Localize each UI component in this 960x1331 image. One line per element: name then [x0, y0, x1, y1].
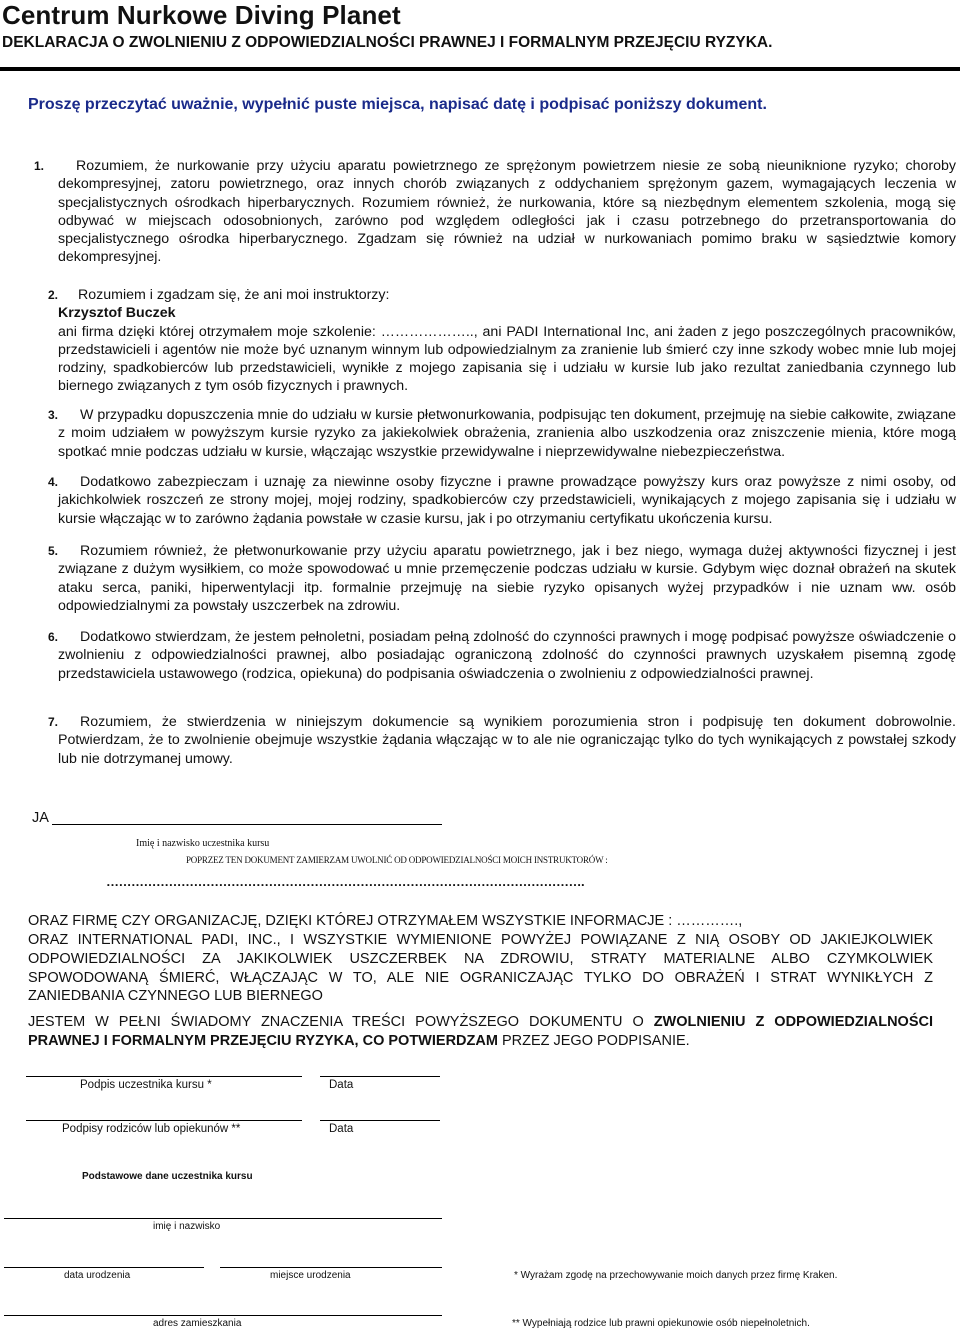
- clause-text: Dodatkowo zabezpieczam i uznaję za niewinne osoby fizyczne i prawne prowadzące powyższy kurs oraz powyższe z nimi osoby, od jakichkolwiek roszczeń ze strony mojej, mojej rodziny, spadkobierców czy przedstawicieli, wynikających z mojego zapisania się i udziału w kursie włączając w to zarówno żądania powstałe w czasie kursu, jak i po otrzymaniu certyfikatu ukończenia kursu.: [58, 474, 956, 527]
- name-label: imię i nazwisko: [153, 1221, 221, 1232]
- clause-line: Rozumiem i zgadzam się, że ani moi instruktorzy:: [78, 287, 390, 303]
- basic-data-heading: Podstawowe dane uczestnika kursu: [82, 1171, 253, 1182]
- release-caption: POPRZEZ TEN DOKUMENT ZAMIERZAM UWOLNIĆ OD ODPOWIEDZIALNOŚCI MOICH INSTRUKTORÓW :: [186, 855, 608, 865]
- clause-number: 5.: [48, 544, 59, 558]
- ja-label: JA: [32, 810, 49, 826]
- clause-text: Dodatkowo stwierdzam, że jestem pełnoletni, posiadam pełną zdolność do czynności prawnych i mogę podpisać powyższe oświadczenie o zwolnieniu z odpowiedzialności prawnej, albo posiadając ograniczoną zdolność do czynności prawnych uzyskałem pisemną zgodę przedstawiciela ustawowego (rodzica, opiekuna) do podpisania oświadczenia o zwolnieniu z odpowiedzialności prawnej.: [58, 629, 956, 682]
- participant-signature-label: Podpis uczestnika kursu *: [80, 1079, 212, 1091]
- parents-signature-line[interactable]: [26, 1120, 302, 1121]
- guardian-note: ** Wypełniają rodzice lub prawni opiekunowie osób niepełnoletnich.: [512, 1318, 810, 1329]
- name-caption: Imię i nazwisko uczestnika kursu: [136, 838, 270, 849]
- awareness-start: JESTEM W PEŁNI ŚWIADOMY ZNACZENIA TREŚCI POWYŻSZEGO DOKUMENTU O: [28, 1014, 654, 1030]
- clause-5: [48, 542, 956, 615]
- participant-signature-line[interactable]: [26, 1076, 302, 1077]
- instructor-dots[interactable]: …………………………………………………………………………………………………….: [106, 874, 585, 889]
- birth-date-line[interactable]: [4, 1267, 204, 1268]
- awareness-bold: ZWOLNIENIU Z ODPOWIEDZIALNOŚCI PRAWNEJ I FORMALNYM PRZEJĘCIU RYZYKA, CO POTWIERDZAM: [28, 1014, 933, 1049]
- date-label-1: Data: [329, 1079, 354, 1091]
- awareness-end: PRZEZ JEGO PODPISANIE.: [497, 1032, 690, 1049]
- clause-number: 2.: [48, 288, 59, 302]
- instructor-name: Krzysztof Buczek: [58, 305, 176, 322]
- clause-number: 3.: [48, 408, 59, 422]
- birth-place-line[interactable]: [220, 1267, 442, 1268]
- padi-release-text: ORAZ INTERNATIONAL PADI, INC., I WSZYSTKIE WYMIENIONE POWYŻEJ POWIĄZANE Z NIĄ OSOBY OD JAKIEJKOLWIEK ODPOWIEDZIALNOŚCI ZA JAKIKOLWIEK USZCZERBEK NA ZDROWIU, STRATY MATERIALNE ALBO CZYMKOLWIEK SPOWODOWANĄ ŚMIERĆ, WŁĄCZAJĄC W TO, ALE NIE OGRANICZAJĄC TYLKO DO OBRAŻEŃ I STRAT WYNIKŁYCH Z ZANIEDBANIA CZYNNEGO LUB BIERNEGO: [28, 932, 933, 1005]
- address-line[interactable]: [4, 1315, 442, 1316]
- clause-1: [34, 157, 956, 267]
- clause-7: [48, 713, 956, 768]
- clause-text: Rozumiem, że stwierdzenia w niniejszym dokumencie są wynikiem porozumienia stron i podpisuję ten dokument dobrowolnie. Potwierdzam, że to zwolnienie obejmuje wszystkie żądania włączając w to ale nie ograniczając tylko do tych wynikających z powstałej szkody lub nie dotrzymanej umowy.: [58, 714, 956, 767]
- clause-number: 6.: [48, 630, 59, 644]
- clause-text: Rozumiem również, że płetwonurkowanie przy użyciu aparatu powietrznego, jak i bez niego, wymaga dużej aktywności fizycznej i jest związane z dużym wysiłkiem, co może spowodować u mnie przemęczenie podczas udziału w kursie. Gdybym więc doznał obrażeń na skutek ataku serca, paniki, hiperwentylacji itp. formalnie przejmuję na siebie ryzyko opisanych wyżej przypadków i nie uznam ww. osób odpowiedzialnymi za powstały uszczerbek na zdrowiu.: [58, 543, 956, 614]
- parents-signature-label: Podpisy rodziców lub opiekunów **: [62, 1123, 241, 1135]
- date-line-2[interactable]: [320, 1120, 440, 1121]
- clause-4: [48, 473, 956, 528]
- clause-number: 4.: [48, 475, 59, 489]
- clause-3: [48, 406, 956, 461]
- clause-6: [48, 628, 956, 683]
- document-title: Centrum Nurkowe Diving Planet: [2, 0, 401, 30]
- date-line-1[interactable]: [320, 1076, 440, 1077]
- clause-text: W przypadku dopuszczenia mnie do udziału w kursie płetwonurkowania, podpisując ten dokument, przejmuję na siebie całkowite, związane z moim udziałem w powyższym kursie ryzyko za jakiekolwiek obrażenia, zranienia albo uszkodzenia oraz zniszczenie mienia, które mogą spotkać mnie podczas udziału w kursie, włączając wszystkie przewidywalne i nieprzewidywalne niebezpieczeństwa.: [58, 407, 956, 460]
- instruction-text: Proszę przeczytać uważnie, wypełnić puste miejsca, napisać datę i podpisać poniższy dokument.: [28, 96, 767, 113]
- awareness-statement: [28, 1013, 933, 1051]
- date-label-2: Data: [329, 1123, 354, 1135]
- birth-place-label: miejsce urodzenia: [270, 1270, 351, 1281]
- document-subtitle: DEKLARACJA O ZWOLNIENIU Z ODPOWIEDZIALNOŚCI PRAWNEJ I FORMALNYM PRZEJĘCIU RYZYKA.: [2, 34, 773, 51]
- clause-number: 1.: [34, 159, 45, 173]
- address-label: adres zamieszkania: [153, 1318, 242, 1329]
- clause-text: ani firma dzięki której otrzymałem moje szkolenie: ……………….., ani PADI International Inc, ani żaden z jego poszczególnych pracowników, przedstawicieli i agentów nie może być uznanym winnym lub odpowiedzialnym za zranienie lub śmierć czy inne szkody wobec mnie lub mojej rodziny, spadkobierców lub przedstawicieli, wynikłe z mojego zapisania się i udziału w kursie lub jako rezultat zaniedbania czynnego lub biernego związanych z tym osób fizycznych i prawnych.: [58, 323, 956, 395]
- name-line[interactable]: [4, 1218, 442, 1219]
- header-divider: [0, 67, 960, 71]
- name-signature-line[interactable]: [52, 824, 442, 825]
- company-line: ORAZ FIRMĘ CZY ORGANIZACJĘ, DZIĘKI KTÓREJ OTRZYMAŁEM WSZYSTKIE INFORMACJE : ………….,: [28, 913, 743, 929]
- data-consent-note: * Wyrażam zgodę na przechowywanie moich danych przez firmę Kraken.: [514, 1270, 838, 1281]
- clause-2: [48, 286, 956, 396]
- clause-text: Rozumiem, że nurkowanie przy użyciu aparatu powietrznego ze sprężonym powietrzem niesie ze sobą nieuniknione ryzyko; choroby dekompresyjnej, zatoru powietrznego, oraz innych chorób związanych z oddychaniem sprężonym gazem, wymagających leczenia w specjalistycznych ośrodkach hiperbarycznych. Rozumiem również, że nurkowania, które są niezbędnym elementem szkolenia, mogą się odbywać w miejscach odosobnionych, zarówno pod względem odległości jak i czasu potrzebnego do przetransportowania do specjalistycznego ośrodka hiperbarycznego. Zgadzam się również na udział w nurkowaniach pomimo braku w sąsiedztwie komory dekompresyjnej.: [58, 158, 956, 266]
- birth-date-label: data urodzenia: [64, 1270, 131, 1281]
- clause-number: 7.: [48, 715, 59, 729]
